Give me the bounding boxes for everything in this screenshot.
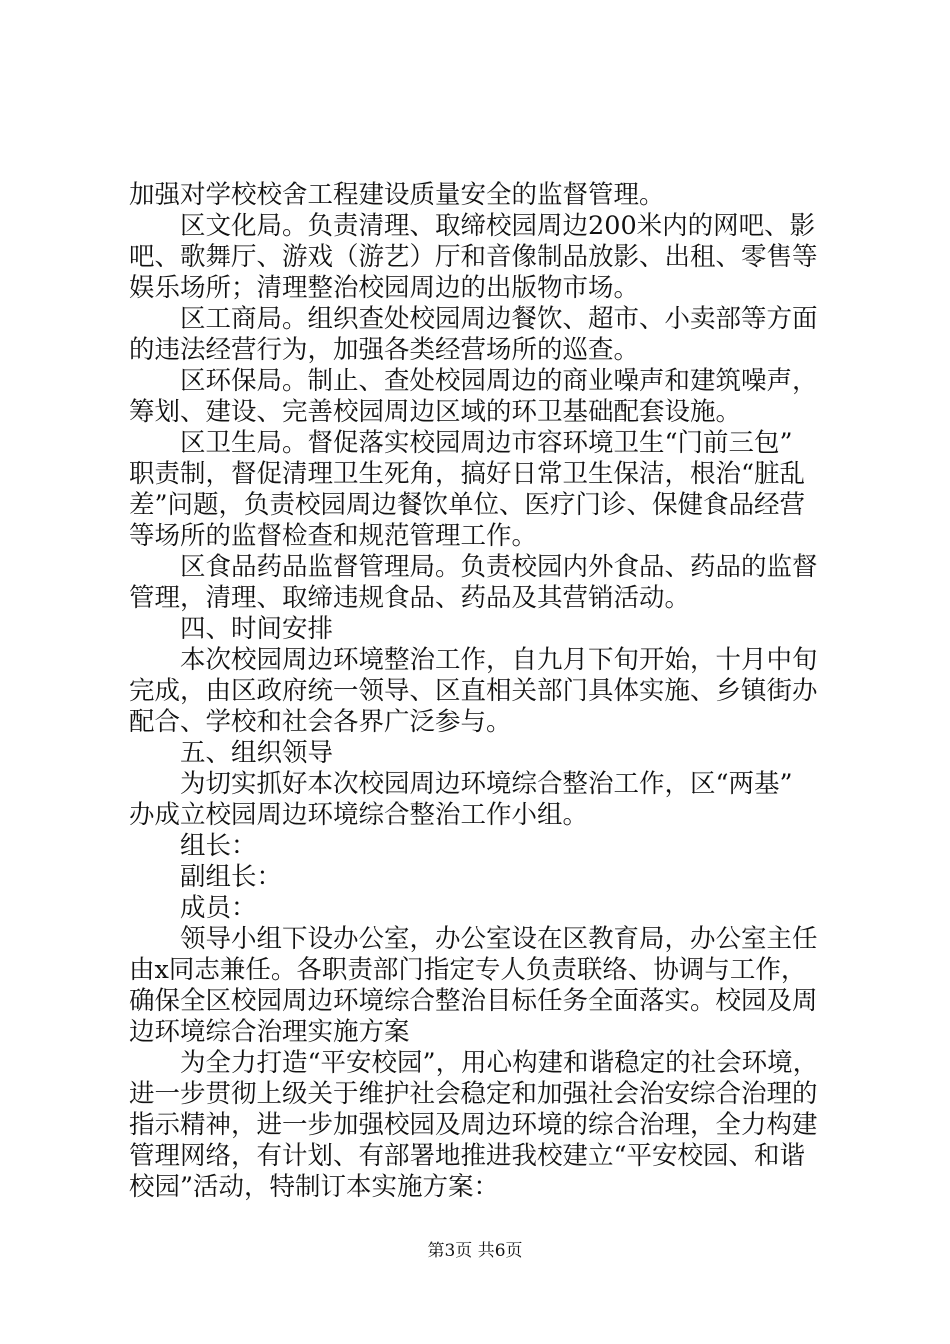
- text-line: 筹划、建设、完善校园周边区域的环卫基础配套设施。: [129, 397, 742, 427]
- text-line: 完成，由区政府统一领导、区直相关部门具体实施、乡镇街办: [129, 676, 818, 706]
- text-line: 的违法经营行为，加强各类经营场所的巡查。: [129, 335, 640, 365]
- text-line: 吧、歌舞厅、游戏（游艺）厅和音像制品放影、出租、零售等: [129, 242, 818, 272]
- section-heading: 四、时间安排: [180, 614, 334, 644]
- text-line: 为切实抓好本次校园周边环境综合整治工作，区“两基”: [180, 769, 793, 799]
- text-line: 边环境综合治理实施方案: [129, 1017, 410, 1047]
- text-line: 区工商局。组织查处校园周边餐饮、超市、小卖部等方面: [180, 304, 818, 334]
- text-line: 管理网络，有计划、有部署地推进我校建立“平安校园、和谐: [129, 1141, 806, 1171]
- text-line: 进一步贯彻上级关于维护社会稳定和加强社会治安综合治理的: [129, 1079, 818, 1109]
- text-line: 娱乐场所；清理整治校园周边的出版物市场。: [129, 273, 640, 303]
- text-line: 本次校园周边环境整治工作，自九月下旬开始，十月中旬: [180, 645, 818, 675]
- text-line: 办成立校园周边环境综合整治工作小组。: [129, 800, 589, 830]
- text-line: 指示精神，进一步加强校园及周边环境的综合治理，全力构建: [129, 1110, 818, 1140]
- text-line: 区卫生局。督促落实校园周边市容环境卫生“门前三包”: [180, 428, 793, 458]
- text-line: 校园”活动，特制订本实施方案：: [129, 1172, 500, 1202]
- text-line: 职责制，督促清理卫生死角，搞好日常卫生保洁，根治“脏乱: [129, 459, 806, 489]
- text-line: 由x同志兼任。各职责部门指定专人负责联络、协调与工作，: [129, 955, 807, 985]
- text-line: 领导小组下设办公室，办公室设在区教育局，办公室主任: [180, 924, 818, 954]
- text-line: 加强对学校校舍工程建设质量安全的监督管理。: [129, 180, 665, 210]
- text-line: 成员：: [180, 893, 257, 923]
- text-line: 等场所的监督检查和规范管理工作。: [129, 521, 538, 551]
- text-line: 区环保局。制止、查处校园周边的商业噪声和建筑噪声，: [180, 366, 818, 396]
- text-line: 组长：: [180, 831, 257, 861]
- text-line: 确保全区校园周边环境综合整治目标任务全面落实。校园及周: [129, 986, 818, 1016]
- text-line: 为全力打造“平安校园”，用心构建和谐稳定的社会环境，: [180, 1048, 819, 1078]
- section-heading: 五、组织领导: [180, 738, 334, 768]
- text-line: 区食品药品监督管理局。负责校园内外食品、药品的监督: [180, 552, 818, 582]
- text-line: 副组长：: [180, 862, 283, 892]
- text-line: 管理，清理、取缔违规食品、药品及其营销活动。: [129, 583, 691, 613]
- text-line: 区文化局。负责清理、取缔校园周边200米内的网吧、影: [180, 211, 816, 241]
- text-line: 配合、学校和社会各界广泛参与。: [129, 707, 512, 737]
- text-line: 差”问题，负责校园周边餐饮单位、医疗门诊、保健食品经营: [129, 490, 806, 520]
- page-footer: 第3页 共6页: [427, 1241, 523, 1261]
